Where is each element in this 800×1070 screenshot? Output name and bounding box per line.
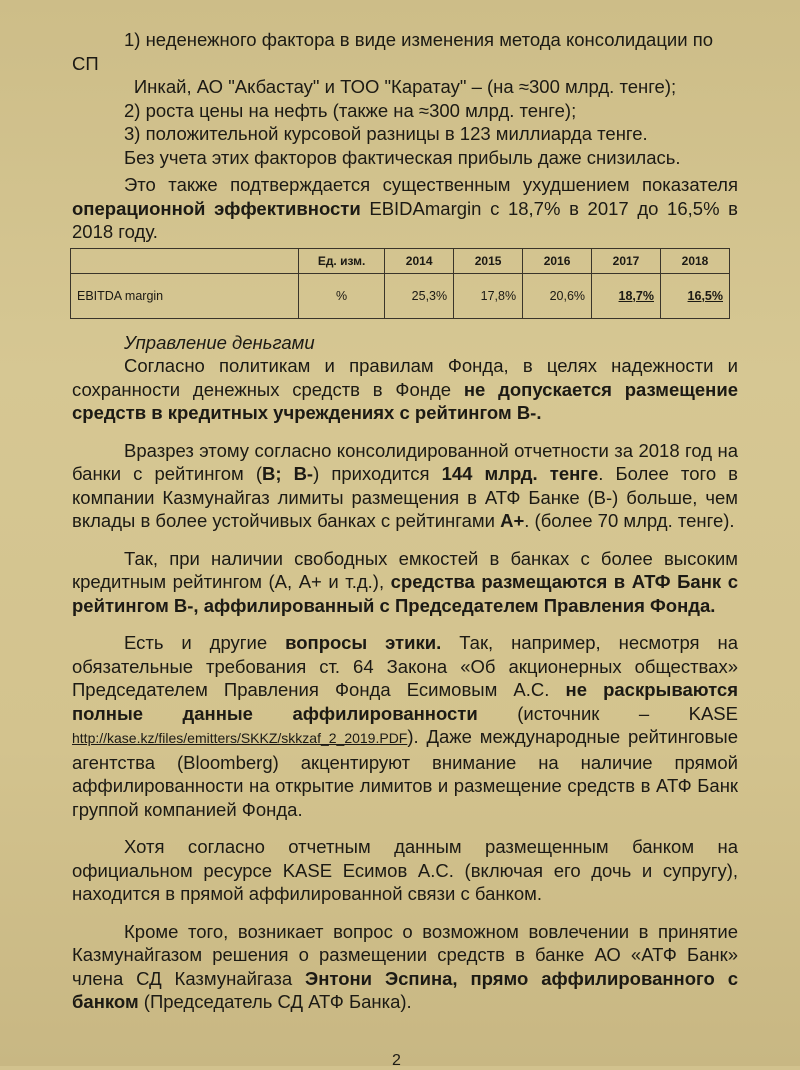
money-paragraph-2 [72,439,738,533]
ethics-p6-text: Кроме того, возникает вопрос о возможном вовлечении в принятие Казмунайгазом решения о размещении средств в банке АО «АТФ Банк» члена СД Казмунайгаза [72,920,738,989]
money-p3-bold: средства размещаются в АТФ Банк с рейтингом В-, аффилированный с Председателем Правления Фонда. [72,571,738,616]
ethics-paragraph-1 [72,631,738,821]
table-value-2016: 20,6% [523,273,592,318]
money-p2-ratings: В; В- [261,463,314,484]
money-p2-text: Вразрез этому согласно консолидированной отчетности за 2018 год на банки с рейтингом ( [72,439,738,484]
money-p2-text: . (более 70 млрд. тенге). [524,510,735,531]
table-value-2017: 18,7% [592,273,661,318]
money-paragraph-1 [72,354,738,425]
table-row-label: EBITDA margin [71,273,299,318]
money-p2-amount: 144 млрд. тенге [441,463,599,484]
money-p2-text: . Более того в компании Казмунайгаз лимиты размещения в АТФ Банке (В-) больше, чем вклады в более устойчивых банках с рейтингами [72,463,739,531]
ethics-p4-bold: вопросы этики. [285,632,442,653]
ethics-p6-text: (Председатель СД АТФ Банка). [138,991,412,1012]
table-header-cell: 2014 [385,248,454,273]
list-item-3: 3) положительной курсовой разницы в 123 миллиарда тенге. [124,123,648,144]
table-header-cell [71,248,299,273]
money-p1-bold: не допускается размещение средств в кредитных учреждениях с рейтингом В-. [72,378,738,423]
ethics-p6-bold: Энтони Эспина, прямо аффилированного с банком [72,967,738,1012]
ethics-p4-text: (источник – KASE [477,702,738,724]
ebitda-table [70,248,730,319]
ethics-p4-text: Так, например, несмотря на обязательные требования ст. 64 Закона «Об акционерных обществах» Председателем Правления Фонда Есимовым А.С. [72,632,738,700]
ebitda-intro-text: Это также подтверждается существенным ухудшением показателя [124,174,738,195]
table-header-cell: 2016 [523,248,592,273]
list-item-1-line-2: Инкай, АО "Акбастау" и ТОО "Каратау" – (на ≈300 млрд. тенге); [133,76,677,97]
ebitda-intro-paragraph [72,173,738,244]
ethics-paragraph-3 [72,920,738,1014]
ebitda-intro-bold: операционной эффективности [72,197,361,219]
money-p2-text: ) приходится [313,463,442,484]
table-value-2015: 17,8% [454,273,523,318]
money-paragraph-3 [72,547,738,618]
table-unit-cell: % [299,273,385,318]
section-heading-text: Управление деньгами [124,331,315,353]
ethics-paragraph-2: Хотя согласно отчетным данным размещенным банком на официальном ресурсе KASE Есимов А.С. (включая его дочь и супругу), находится в прямой аффилированной связи с банком. [72,836,738,904]
table-header-cell: 2015 [454,248,523,273]
money-p3-text: Так, при наличии свободных емкостей в банках с более высоким кредитным рейтингом (А, А+ и т.д.), [72,547,738,592]
table-header-cell: Ед. изм. [299,248,385,273]
money-p1-text: Согласно политикам и правилам Фонда, в целях надежности и сохранности денежных средств в Фонде [72,355,738,400]
list-item-2: 2) роста цены на нефть (также на ≈300 млрд. тенге); [124,99,577,121]
ebitda-intro-tail: EBIDAmargin с 18,7% в 2017 до 16,5% в 2018 году. [72,197,738,242]
table-header-cell: 2017 [592,248,661,273]
ethics-p4-bold-disclosure: не раскрываются полные данные аффилированности [72,679,738,724]
section-heading-money [72,331,738,355]
table-row [71,273,730,318]
ethics-p4-text: Есть и другие [124,632,286,653]
table-value-2018: 16,5% [660,273,729,318]
ethics-p4-text: ). Даже международные рейтинговые агентства (Bloomberg) акцентируют внимание на наличие прямой аффилированности на открытие лимитов и размещение средств в АТФ Банк группой компанией Фонда. [72,726,738,820]
source-link[interactable]: http://kase.kz/files/emitters/SKKZ/skkzaf_2_2019.PDF [72,730,408,746]
list-item-1-line-1: 1) неденежного фактора в виде изменения метода консолидации по СП [72,29,714,74]
no-factors-sentence: Без учета этих факторов фактическая прибыль даже снизилась. [124,146,681,168]
money-p2-rating-aplus: А+ [500,510,525,531]
table-header-cell: 2018 [660,248,729,273]
page-number: 2 [392,1052,401,1069]
table-value-2014: 25,3% [385,273,454,318]
table-header-row [71,248,730,273]
